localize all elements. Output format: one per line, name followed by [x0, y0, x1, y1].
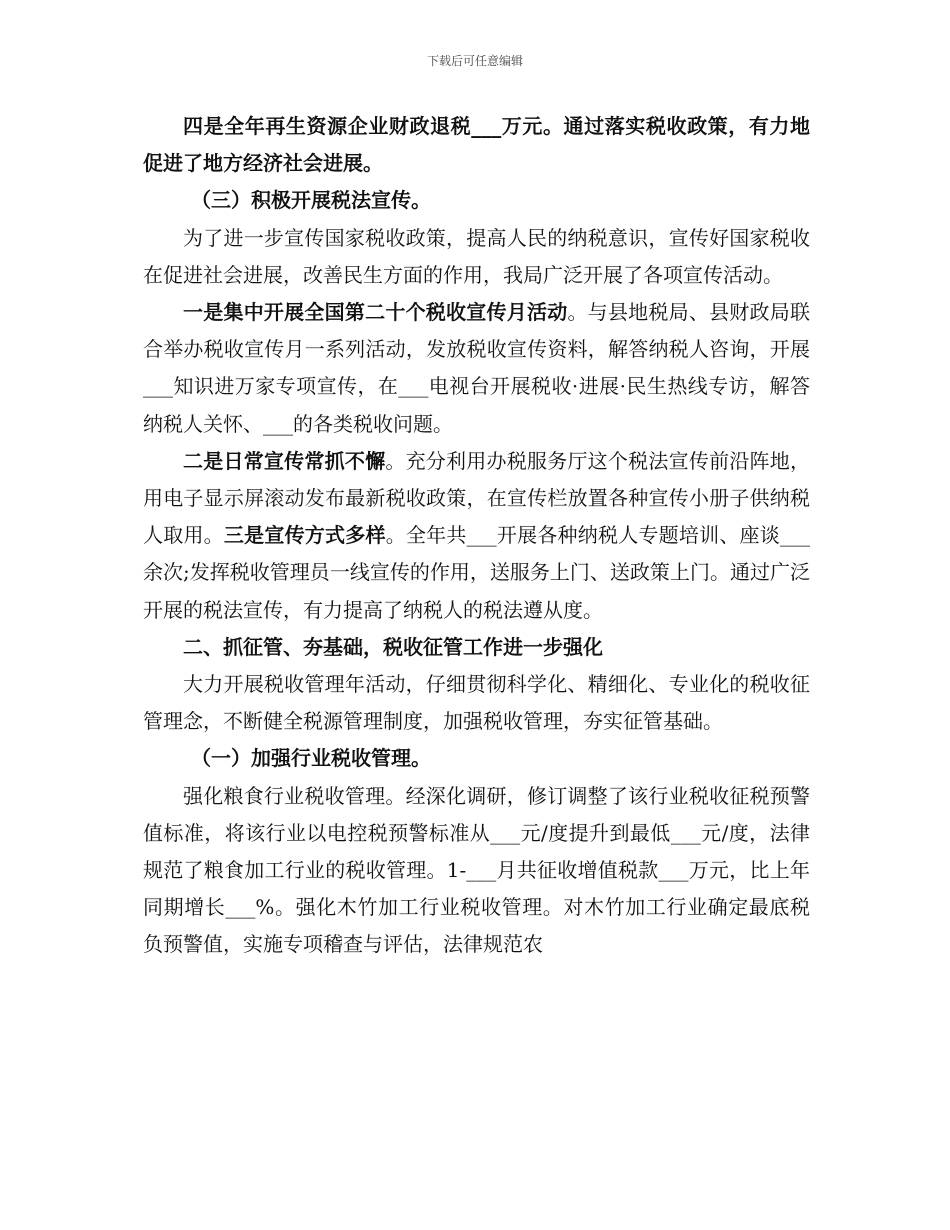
bold-text: 二是日常宣传常抓不懈	[183, 448, 386, 473]
bold-text: 二、抓征管、夯基础，税收征管工作进一步强化	[183, 634, 603, 659]
paragraph-3: 为了进一步宣传国家税收政策，提高人民的纳税意识，宣传好国家税收在促进社会进展，改善民生方面的作用，我局广泛开展了各项宣传活动。	[143, 225, 810, 287]
document-body	[143, 108, 810, 964]
bold-text: 一是集中开展全国第二十个税收宣传月活动	[183, 300, 568, 325]
bold-text: 三是宣传方式多样	[223, 523, 386, 548]
paragraph-7: 大力开展税收管理年活动，仔细贯彻科学化、精细化、专业化的税收征管理念，不断健全税源管理制度，加强税收管理，夯实征管基础。	[143, 672, 810, 734]
page-header: 下载后可任意编辑	[426, 54, 523, 68]
body-text: 。充分利用办税服务厅这个税法宣传前沿阵地，用电子显示屏滚动发布最新税收政策，在宣传栏放置各种宣传小册子供纳税人取用。	[143, 448, 811, 548]
paragraph-4	[143, 294, 810, 443]
body-text: 。与县地税局、县财政局联合举办税收宣传月一系列活动，发放税收宣传资料，解答纳税人咨询，开展___知识进万家专项宣传，在___电视台开展税收·进展·民生热线专访，解答纳税人关怀、___的各类税收问题。	[143, 300, 811, 436]
paragraph-5	[143, 443, 810, 629]
bold-text: （一）加强行业税收管理。	[191, 746, 431, 771]
bold-text: （三）积极开展税法宣传。	[191, 188, 431, 213]
paragraph-1	[143, 108, 810, 182]
bold-text: 四是全年再生资源企业财政退税___万元。通过落实税收政策，有力地促进了地方经济社会进展。	[143, 114, 810, 176]
section-heading-2	[143, 629, 810, 666]
paragraph-9: 强化粮食行业税收管理。经深化调研，修订调整了该行业税收征税预警值标准，将该行业以电控税预警标准从___元/度提升到最低___元/度，法律规范了粮食加工行业的税收管理。1-___月共征收增值税款___万元，比上年同期增长___%。强化木竹加工行业税收管理。对木竹加工行业确定最底税负预警值，实施专项稽查与评估，法律规范农	[143, 783, 810, 957]
body-text: 。全年共___开展各种纳税人专题培训、座谈___余次;发挥税收管理员一线宣传的作用，送服务上门、送政策上门。通过广泛开展的税法宣传，有力提高了纳税人的税法遵从度。	[143, 523, 811, 622]
section-heading-1	[143, 740, 810, 777]
section-heading-3	[143, 182, 810, 219]
